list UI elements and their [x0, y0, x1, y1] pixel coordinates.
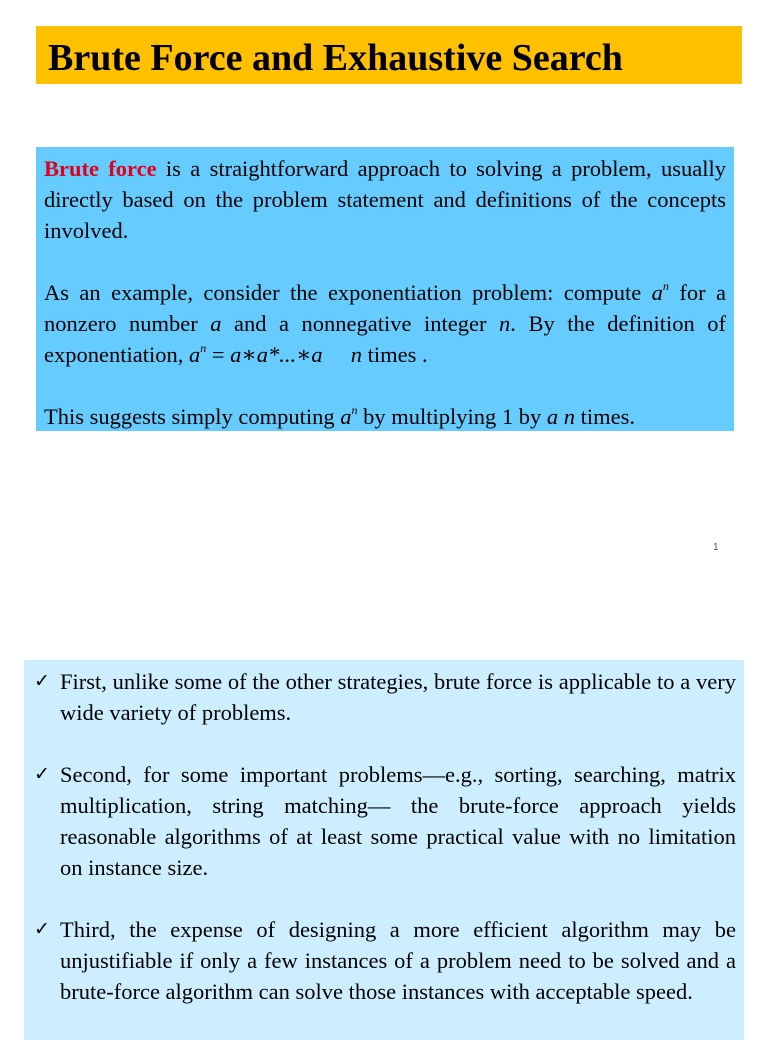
text-segment: and a nonnegative integer — [221, 311, 500, 336]
text-segment: times. — [575, 404, 636, 429]
term-brute-force: Brute force — [44, 156, 157, 181]
definition-box — [36, 147, 734, 431]
var-a: a — [651, 280, 663, 305]
bullet-item — [32, 914, 736, 1007]
paragraph-example — [44, 277, 726, 370]
bullet-text: First, unlike some of the other strategies, brute force is applicable to a very wide variety of problems. — [60, 669, 736, 725]
bullet-item — [32, 759, 736, 883]
var-n: n — [499, 311, 511, 336]
check-icon: ✓ — [34, 918, 50, 940]
var-n: n — [563, 404, 576, 429]
text-segment — [323, 342, 351, 367]
text-segment: This suggests simply computing — [44, 404, 341, 429]
advantages-box — [24, 660, 744, 1040]
var-n: n — [350, 342, 363, 367]
var-a: a — [546, 404, 559, 429]
text-segment: times . — [362, 342, 428, 367]
paragraph-suggestion — [44, 401, 726, 432]
text-segment: As an example, consider the exponentiation problem: compute — [44, 280, 652, 305]
text-segment: for a nonzero number — [44, 280, 726, 336]
exponent-n: n — [351, 403, 358, 417]
var-a: a — [210, 311, 222, 336]
text-segment: . By the definition of exponentiation, — [44, 311, 726, 367]
bullet-item — [32, 666, 736, 728]
product-expression: a∗a*...∗a — [230, 342, 323, 367]
definition-text: is a straightforward approach to solving a problem, usually directly based on the problem statement and definitions of the concepts involved. — [44, 156, 726, 243]
bullet-text: Second, for some important problems—e.g., sorting, searching, matrix multiplication, string matching— the brute-force approach yields reasonable algorithms of at least some practical value with no limitation on instance size. — [60, 762, 736, 880]
check-icon: ✓ — [34, 670, 50, 692]
title-bar — [36, 26, 742, 84]
exponent-n: n — [200, 341, 207, 355]
paragraph-definition — [44, 153, 726, 246]
text-segment: = — [206, 342, 231, 367]
slide-title: Brute Force and Exhaustive Search — [48, 37, 623, 79]
page-number: 1 — [713, 542, 719, 553]
var-a: a — [188, 342, 201, 367]
text-segment: by multiplying 1 by — [357, 404, 547, 429]
check-icon: ✓ — [34, 763, 50, 785]
exponent-n: n — [662, 279, 669, 293]
var-a: a — [340, 404, 352, 429]
bullet-text: Third, the expense of designing a more efficient algorithm may be unjustifiable if only a few instances of a problem need to be solved and a brute-force algorithm can solve those instances with acceptable speed. — [60, 917, 736, 1004]
